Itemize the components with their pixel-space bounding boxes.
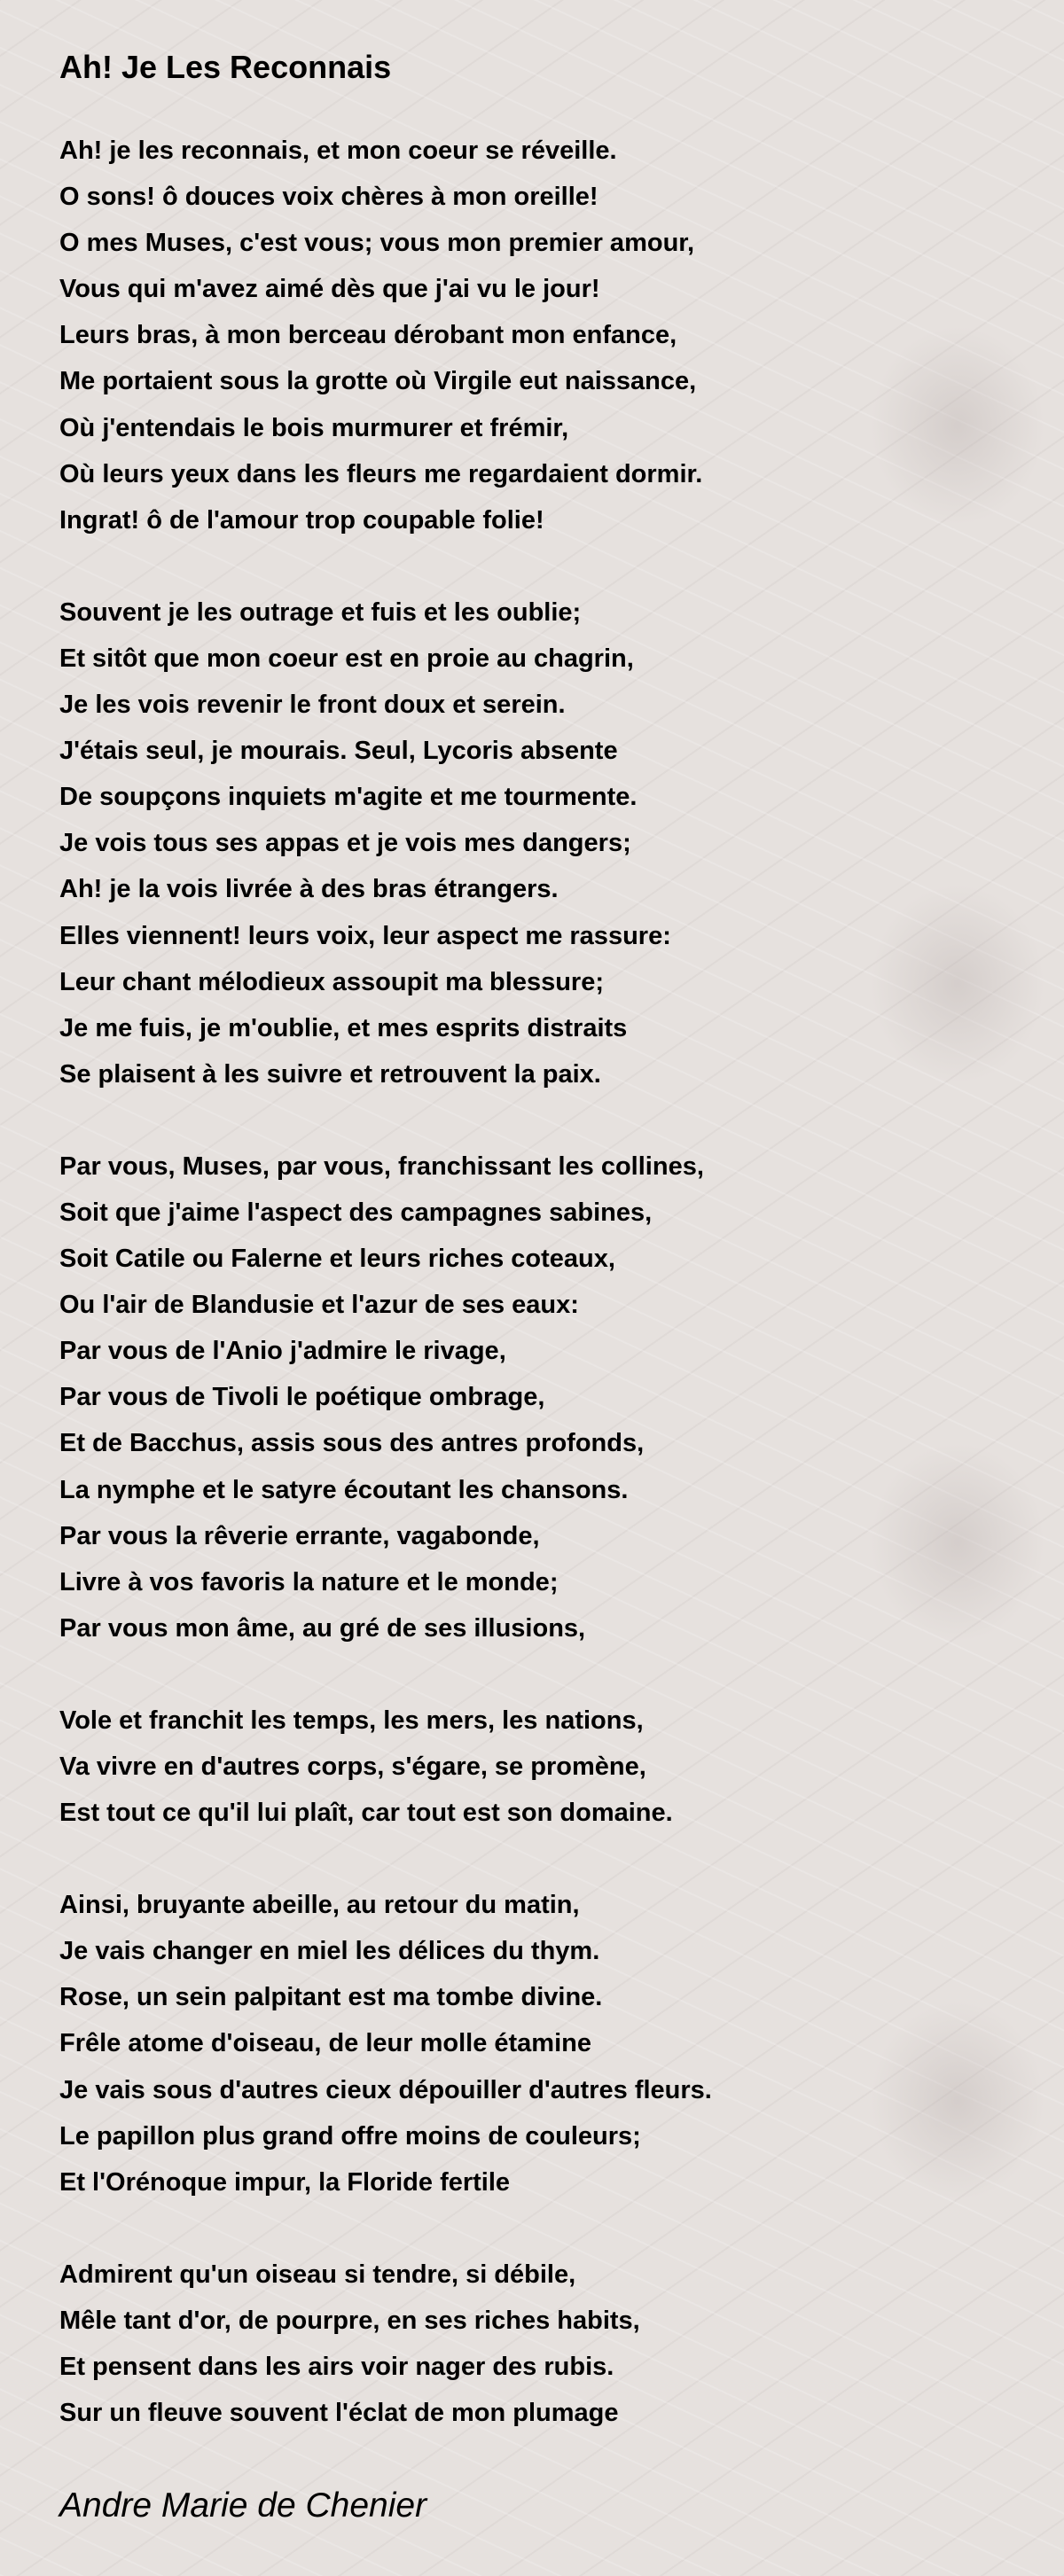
poem-line: Frêle atome d'oiseau, de leur molle étamine [59, 2029, 591, 2058]
poem-line: Soit Catile ou Falerne et leurs riches coteaux, [59, 1245, 615, 1274]
poem-line: Vous qui m'avez aimé dès que j'ai vu le jour! [59, 275, 600, 304]
poem-stanza [59, 128, 1035, 543]
poem-line: Je vois tous ses appas et je vois mes dangers; [59, 829, 631, 858]
poem-line: Je vais sous d'autres cieux dépouiller d'autres fleurs. [59, 2075, 712, 2104]
poem-title: Ah! Je Les Reconnais [59, 49, 392, 85]
poem-line: Est tout ce qu'il lui plaît, car tout est son domaine. [59, 1799, 673, 1828]
poem-line: Souvent je les outrage et fuis et les oublie; [59, 597, 582, 627]
poem-line: Rose, un sein palpitant est ma tombe divine. [59, 1983, 603, 2012]
poem-line: Admirent qu'un oiseau si tendre, si débile, [59, 2260, 576, 2289]
poem-line: Leur chant mélodieux assoupit ma blessure; [59, 967, 604, 996]
poem-line: Mêle tant d'or, de pourpre, en ses riches habits, [59, 2306, 640, 2335]
poem-line: Où leurs yeux dans les fleurs me regardaient dormir. [59, 459, 703, 488]
poem-line: Par vous de l'Anio j'admire le rivage, [59, 1337, 506, 1366]
poem-line: Livre à vos favoris la nature et le monde; [59, 1567, 559, 1596]
poem-line: Ah! je la vois livrée à des bras étrangers. [59, 875, 559, 904]
poem-line: Par vous mon âme, au gré de ses illusions, [59, 1613, 586, 1643]
poem-stanza [59, 1144, 1035, 1651]
poem-line: Ah! je les reconnais, et mon coeur se réveille. [59, 137, 617, 165]
poem-line: Elles viennent! leurs voix, leur aspect me rassure: [59, 921, 671, 950]
poem-line: Par vous, Muses, par vous, franchissant les collines, [59, 1151, 704, 1181]
poem-author: Andre Marie de Chenier [59, 2486, 427, 2525]
poem-line: Sur un fleuve souvent l'éclat de mon plumage [59, 2399, 619, 2428]
poem-line: De soupçons inquiets m'agite et me tourmente. [59, 783, 638, 812]
poem-line: Leurs bras, à mon berceau dérobant mon enfance, [59, 321, 677, 350]
poem-body [59, 128, 1035, 2436]
poem-line: Par vous la rêverie errante, vagabonde, [59, 1521, 540, 1550]
poem-line: La nymphe et le satyre écoutant les chansons. [59, 1475, 629, 1504]
poem-line: O mes Muses, c'est vous; vous mon premier amour, [59, 229, 695, 258]
poem-stanza [59, 1698, 1035, 1836]
poem-line: Et pensent dans les airs voir nager des rubis. [59, 2353, 614, 2382]
poem-line: Et sitôt que mon coeur est en proie au chagrin, [59, 644, 634, 673]
poem-line: Et l'Orénoque impur, la Floride fertile [59, 2167, 511, 2197]
poem-line: Ainsi, bruyante abeille, au retour du matin, [59, 1891, 580, 1920]
poem-line: Me portaient sous la grotte où Virgile eut naissance, [59, 367, 697, 396]
poem-line: Vole et franchit les temps, les mers, les nations, [59, 1706, 644, 1735]
poem-stanza [59, 589, 1035, 1097]
poem-line: Se plaisent à les suivre et retrouvent la paix. [59, 1059, 601, 1089]
poem-stanza [59, 2252, 1035, 2436]
poem-stanza [59, 1882, 1035, 2205]
poem-line: Je vais changer en miel les délices du thym. [59, 1937, 600, 1966]
poem-line: Je les vois revenir le front doux et serein. [59, 691, 566, 720]
poem-line: Soit que j'aime l'aspect des campagnes sabines, [59, 1198, 653, 1227]
poem-line: Ingrat! ô de l'amour trop coupable folie! [59, 505, 544, 535]
poem-line: J'étais seul, je mourais. Seul, Lycoris absente [59, 737, 618, 766]
poem-line: Ou l'air de Blandusie et l'azur de ses eaux: [59, 1291, 579, 1320]
poem-line: Le papillon plus grand offre moins de couleurs; [59, 2121, 641, 2151]
poem-page [59, 46, 1035, 2530]
poem-line: Je me fuis, je m'oublie, et mes esprits distraits [59, 1013, 628, 1042]
poem-line: Où j'entendais le bois murmurer et frémir, [59, 413, 569, 442]
poem-line: Par vous de Tivoli le poétique ombrage, [59, 1383, 545, 1412]
poem-line: Et de Bacchus, assis sous des antres profonds, [59, 1429, 645, 1458]
poem-line: O sons! ô douces voix chères à mon oreille! [59, 183, 598, 212]
poem-line: Va vivre en d'autres corps, s'égare, se promène, [59, 1752, 646, 1781]
